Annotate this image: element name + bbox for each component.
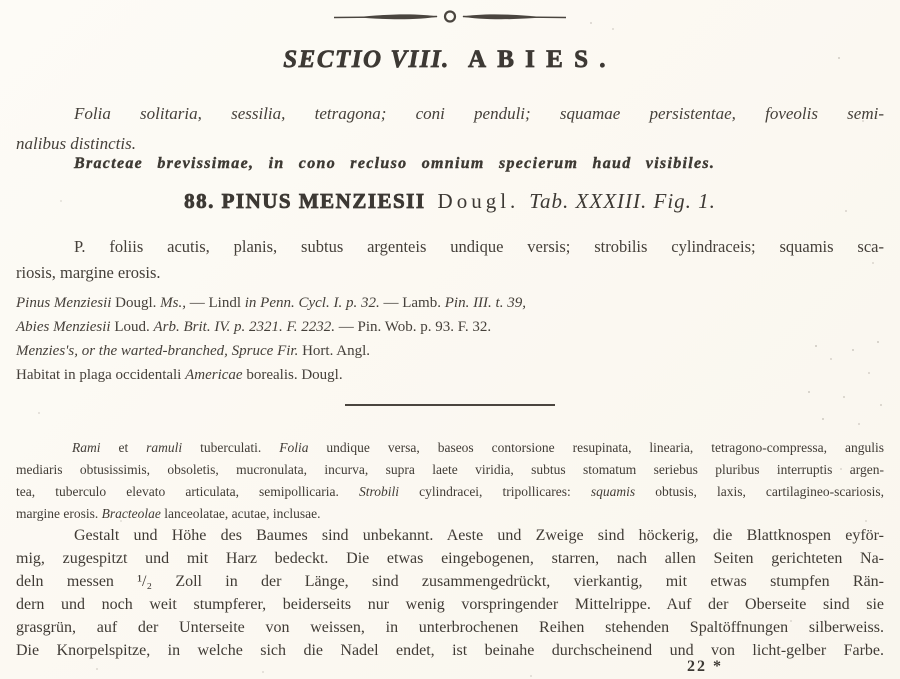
text-line: [16, 437, 884, 459]
species-heading: [0, 189, 900, 214]
text-segment: grasgrün, auf der Unterseite von weissen, in unterbrochenen Reihen stehenden Spaltöffnungen silberweiss.: [16, 619, 884, 636]
text-line: [16, 99, 884, 129]
text-segment: margine erosis.: [16, 506, 102, 521]
text-segment: Abies Menziesii: [16, 319, 111, 335]
text-segment: tuberculati.: [182, 440, 280, 455]
text-segment: — Lamb.: [379, 295, 445, 311]
species-author: Dougl.: [437, 189, 520, 213]
species-number-name: 88. PINUS MENZIESII: [184, 189, 426, 213]
text-segment: undique versa, baseos contorsione resupinata, linearia, tetragono-compressa, angulis: [308, 440, 885, 455]
divider-rule: [345, 404, 555, 406]
text-line: [16, 260, 884, 286]
text-segment: Pinus Menziesii: [16, 295, 112, 311]
text-segment: dern und noch weit stumpferer, beiderseits nur wenig vorspringender Mittelrippe. Auf der Oberseite sind sie: [16, 596, 884, 613]
text-segment: Ms.,: [160, 295, 186, 311]
text-line: [74, 155, 884, 173]
text-line: [16, 234, 884, 260]
text-segment: Gestalt und Höhe des Baumes sind unbekannt. Aeste und Zweige sind höckerig, die Blattknospen eyför-: [74, 527, 884, 544]
text-line: [16, 524, 884, 547]
text-segment: Menzies's, or the warted-branched, Spruce Fir.: [16, 343, 299, 359]
text-segment: Bracteolae: [101, 506, 161, 521]
text-segment: Pin. III. t. 39,: [444, 295, 526, 311]
page-signature: 22 *: [687, 658, 723, 675]
text-line: [16, 315, 884, 339]
text-segment: ramuli: [146, 440, 183, 455]
synonymy-block: [16, 291, 884, 387]
text-segment: Americae: [185, 367, 243, 383]
text-segment: cylindracei, tripollicares:: [399, 484, 591, 499]
section-diagnosis-paragraph: [16, 99, 884, 159]
text-line: [16, 363, 884, 387]
species-plate-reference: Tab. XXXIII. Fig. 1.: [529, 189, 716, 213]
text-segment: — Lindl: [186, 295, 245, 311]
text-segment: Bracteae brevissimae, in cono recluso omnium specierum haud visibiles.: [74, 155, 716, 172]
text-segment: Rami: [72, 440, 101, 455]
text-line: [16, 570, 884, 593]
text-line: [16, 481, 884, 503]
text-line: [16, 459, 884, 481]
text-segment: mig, zugespitzt und mit Harz bedeckt. Die etwas eingebogenen, starren, nach allen Seiten gerichteten Na-: [16, 550, 884, 567]
text-segment: mediaris obtusissimis, obsoletis, mucronulata, incurva, supra laete viridia, subtus stomatum seriebus pluribus interruptis argen-: [16, 462, 884, 477]
text-line: [16, 291, 884, 315]
german-description-paragraph: [16, 524, 884, 662]
text-segment: in Penn. Cycl. I. p. 32.: [244, 295, 380, 311]
text-line: [16, 616, 884, 639]
species-diagnosis-paragraph: [16, 234, 884, 286]
text-segment: Arb. Brit. IV. p. 2321. F. 2232.: [153, 319, 336, 335]
text-segment: Habitat in plaga occidentali: [16, 367, 186, 383]
swelled-rule-icon: [334, 7, 566, 27]
text-segment: Folia: [279, 440, 309, 455]
text-segment: Loud.: [110, 319, 154, 335]
header-ornament: [334, 7, 566, 32]
text-line: [16, 593, 884, 616]
text-segment: squamis: [590, 484, 636, 499]
section-heading-genus: ABIES.: [467, 46, 617, 73]
bractea-note-line: [16, 155, 884, 173]
text-segment: riosis, margine erosis.: [16, 263, 161, 282]
section-heading-sectio: SECTIO VIII.: [283, 46, 450, 73]
text-line: [16, 639, 884, 662]
text-segment: P. foliis acutis, planis, subtus argenteis undique versis; strobilis cylindraceis; squamis sca-: [74, 237, 884, 256]
latin-description-paragraph: [16, 437, 884, 525]
text-segment: obtusis, laxis, cartilagineo-scariosis,: [635, 484, 884, 499]
text-segment: Dougl.: [111, 295, 161, 311]
text-segment: lanceolatae, acutae, inclusae.: [160, 506, 321, 521]
text-segment: nalibus distinctis.: [16, 134, 136, 153]
text-segment: Folia solitaria, sessilia, tetragona; coni penduli; squamae persistentae, foveolis semi-: [74, 104, 884, 123]
text-segment: et: [100, 440, 147, 455]
text-segment: Die Knorpelspitze, in welche sich die Nadel endet, ist beinahe durchscheinend und von licht-gelber Farbe.: [16, 642, 884, 659]
text-segment: deln messen ¹/₂ Zoll in der Länge, sind zusammengedrückt, vierkantig, mit etwas stumpfen Rän-: [16, 573, 884, 590]
text-segment: — Pin. Wob. p. 93. F. 32.: [335, 319, 492, 335]
text-line: [16, 547, 884, 570]
text-segment: Strobili: [358, 484, 399, 499]
text-line: [16, 503, 884, 525]
section-heading: [0, 46, 900, 74]
text-segment: borealis. Dougl.: [242, 367, 343, 383]
text-segment: Hort. Angl.: [298, 343, 371, 359]
text-line: [16, 339, 884, 363]
text-segment: tea, tuberculo elevato articulata, semipollicaria.: [16, 484, 359, 499]
